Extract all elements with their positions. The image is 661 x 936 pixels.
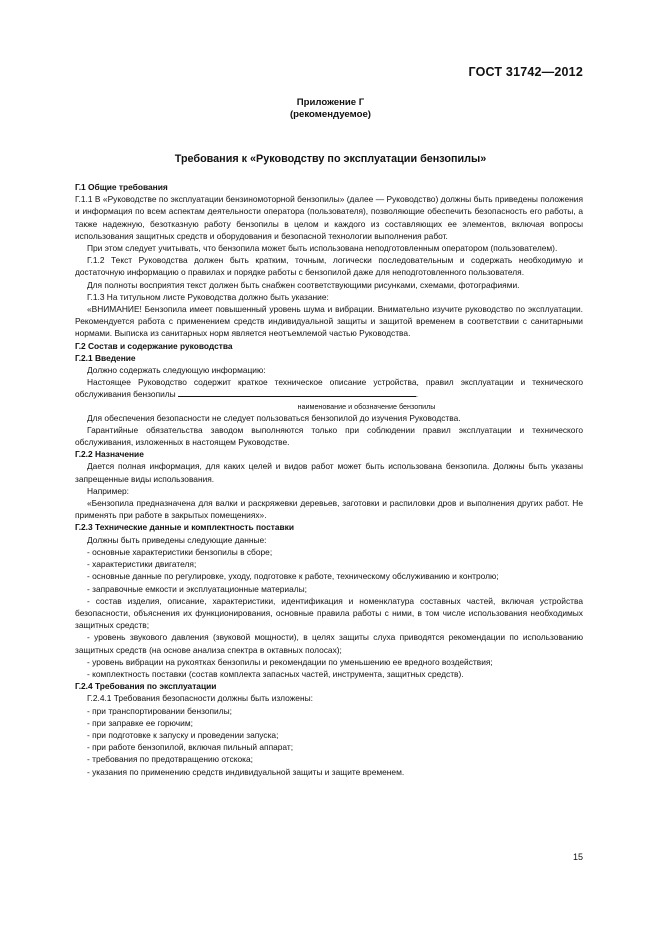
subsection-heading: Г.2.4 Требования по эксплуатации <box>75 681 217 692</box>
paragraph: Гарантийные обязательства заводом выполняются только при соблюдении правил эксплуатации и технического обслуживания, изложенных в настоящем Руководстве. <box>75 424 583 448</box>
list-item: - при подготовке к запуску и проведении запуска; <box>87 729 279 740</box>
paragraph: При этом следует учитывать, что бензопила может быть использована неподготовленным оператором (пользователем). <box>87 243 558 254</box>
section-heading: Г.1 Общие требования <box>75 182 168 192</box>
list-item: - требования по предотвращению отскока; <box>87 754 253 765</box>
page-number: 15 <box>572 852 583 862</box>
paragraph: Должно содержать следующую информацию: <box>87 365 266 376</box>
section-heading: Г.2 Состав и содержание руководства <box>75 340 233 351</box>
subsection-heading: Г.2.3 Технические данные и комплектность поставки <box>75 522 294 533</box>
list-item: - при заправке ее горючим; <box>87 717 193 728</box>
annex-heading <box>0 97 661 121</box>
subsection-heading: Г.2.2 Назначение <box>75 449 144 460</box>
paragraph: Для полноты восприятия текст должен быть снабжен соответствующими рисунками, схемами, фотографиями. <box>87 279 520 290</box>
list-item: - указания по применению средств индивидуальной защиты и защите временем. <box>87 766 405 777</box>
paragraph: Должны быть приведены следующие данные: <box>87 534 267 545</box>
paragraph: «ВНИМАНИЕ! Бензопила имеет повышенный уровень шума и вибрации. Внимательно изучите руководство по эксплуатации. Рекомендуется работа с применением средств индивидуальной защиты и защитой временем в соответствии с санитарными нормами. Выписка из санитарных норм является неотъемлемой частью Руководства. <box>75 304 583 339</box>
list-item: - при транспортировании бензопилы; <box>87 705 232 716</box>
document-body <box>75 181 583 778</box>
paragraph: «Бензопила предназначена для валки и раскряжевки деревьев, заготовки и распиловки дров и выполнения других работ. Не применять при работе в закрытых помещениях». <box>75 498 583 521</box>
fill-in-line <box>178 388 416 397</box>
paragraph: Г.1.1 В «Руководстве по эксплуатации бензиномоторной бензопилы» (далее — Руководство) должны быть приведены положения и информация по всем аспектам деятельности оператора (пользователя), позволяющие обеспечить безопасность его работы, а также надежную, безотказную работу бензопилы в целом и каждого из составляющих ее элементов, включая вопросы использования защитных средств и оборудования и безопасной технологии выполнения работ. <box>75 194 583 241</box>
list-item: - уровень звукового давления (звуковой мощности), в целях защиты слуха приводятся рекомендации по использованию защитных средств (на основе анализа спектра в октавных полосах); <box>75 632 583 655</box>
fill-in-caption: наименование и обозначение бензопилы <box>297 401 436 411</box>
standard-number: ГОСТ 31742—2012 <box>468 65 583 79</box>
list-item: - уровень вибрации на рукоятках бензопилы и рекомендации по уменьшению ее вредного воздействия; <box>87 656 493 667</box>
paragraph: Например: <box>87 485 129 496</box>
annex-status: (рекомендуемое) <box>289 109 371 120</box>
paragraph: Для обеспечения безопасности не следует пользоваться бензопилой до изучения Руководства. <box>87 412 461 423</box>
list-item: - при работе бензопилой, включая пильный аппарат; <box>87 742 294 753</box>
paragraph-text: Настоящее Руководство содержит краткое техническое описание устройства, правил эксплуатации и технического обслуживания бензопилы <box>75 377 583 400</box>
subsection-heading: Г.2.1 Введение <box>75 352 136 363</box>
list-item: - характеристики двигателя; <box>87 559 197 570</box>
annex-label: Приложение Г <box>296 97 365 108</box>
page-title: Требования к «Руководству по эксплуатации бензопилы» <box>174 153 487 165</box>
list-item: - основные данные по регулировке, уходу, подготовке к работе, техническому обслуживанию и контролю; <box>87 571 499 582</box>
paragraph: Г.1.3 На титульном листе Руководства должно быть указание: <box>87 291 329 302</box>
list-item: - заправочные емкости и эксплуатационные материалы; <box>87 583 308 594</box>
paragraph: Настоящее Руководство содержит краткое техническое описание устройства, правил эксплуатации и технического обслуживания бензопилы . <box>75 377 583 400</box>
list-item: - комплектность поставки (состав комплекта запасных частей, инструмента, защитных средств). <box>87 668 464 679</box>
list-item: - состав изделия, описание, характеристики, идентификация и номенклатура составных частей, включая устройства безопасности, объяснения их функционирования, основные правила работы с ними, в том числе использования необходимых защитных средств; <box>75 595 583 631</box>
paragraph: Дается полная информация, для каких целей и видов работ может быть использована бензопила. Должны быть указаны запрещенные виды использования. <box>75 461 583 484</box>
paragraph: Г.2.4.1 Требования безопасности должны быть изложены: <box>87 693 313 704</box>
paragraph: Г.1.2 Текст Руководства должен быть кратким, точным, логически последовательным и содержать необходимую и достаточную информацию о правилах и порядке работы с бензопилой даже для неподготовленного пользователя. <box>75 255 583 278</box>
list-item: - основные характеристики бензопилы в сборе; <box>87 546 273 557</box>
